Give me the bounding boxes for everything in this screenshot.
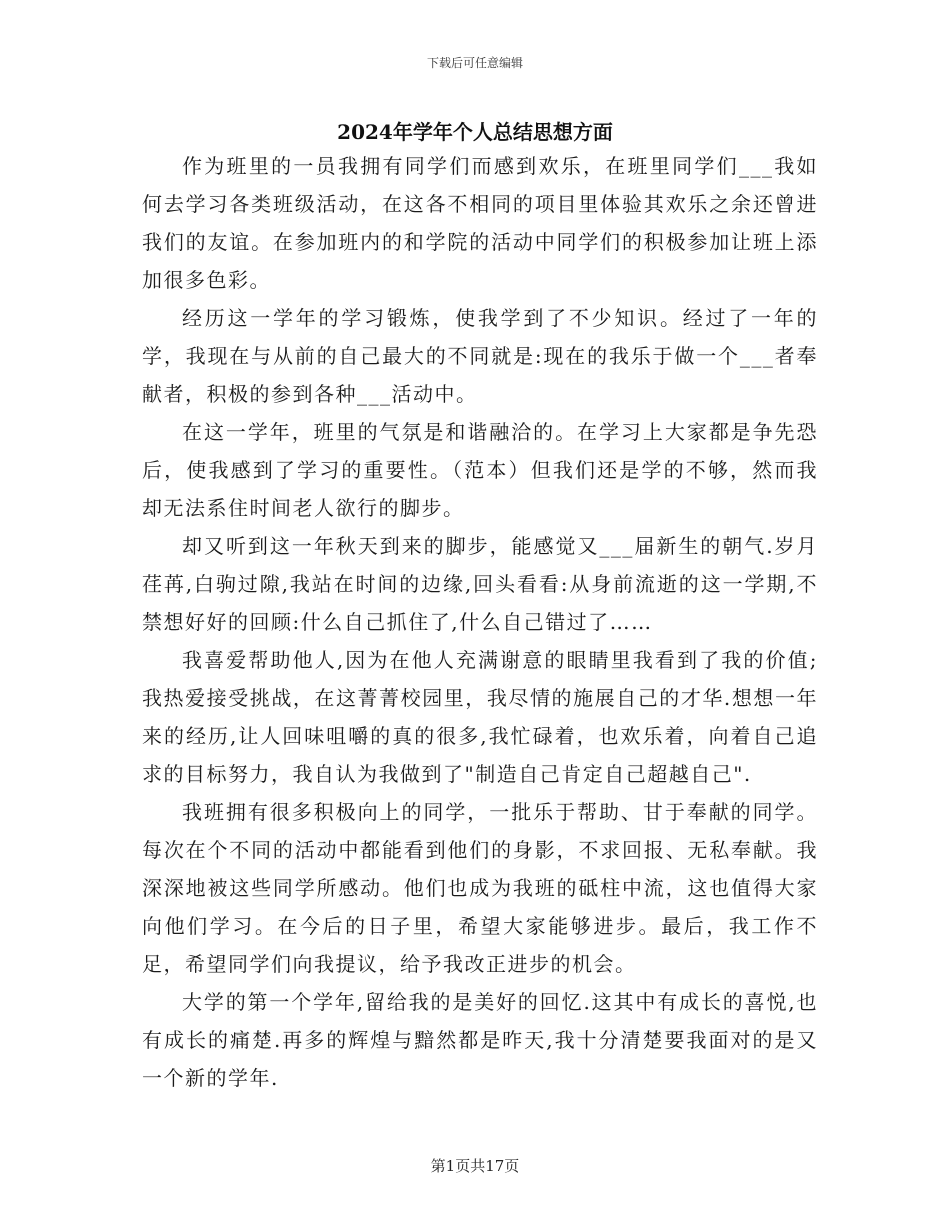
paragraph-7: 大学的第一个学年,留给我的是美好的回忆.这其中有成长的喜悦,也有成长的痛楚.再多的辉煌与黯然都是昨天,我十分清楚要我面对的是又一个新的学年. (142, 990, 818, 1090)
paragraph-3: 在这一学年，班里的气氛是和谐融洽的。在学习上大家都是争先恐后，使我感到了学习的重要性。（范本）但我们还是学的不够，然而我却无法系住时间老人欲行的脚步。 (142, 420, 818, 520)
paragraph-1: 作为班里的一员我拥有同学们而感到欢乐，在班里同学们___我如何去学习各类班级活动，在这各不相同的项目里体验其欢乐之余还曾进我们的友谊。在参加班内的和学院的活动中同学们的积极参加让班上添加很多色彩。 (142, 154, 818, 292)
document-body (142, 147, 818, 1097)
header-note: 下载后可任意编辑 (426, 56, 523, 70)
page-number-footer: 第1页共17页 (430, 1157, 520, 1175)
paragraph-2: 经历这一学年的学习锻炼，使我学到了不少知识。经过了一年的学，我现在与从前的自己最大的不同就是:现在的我乐于做一个___者奉献者，积极的参到各种___活动中。 (142, 306, 818, 406)
paragraph-6: 我班拥有很多积极向上的同学，一批乐于帮助、甘于奉献的同学。每次在个不同的活动中都能看到他们的身影，不求回报、无私奉献。我深深地被这些同学所感动。他们也成为我班的砥柱中流，这也值得大家向他们学习。在今后的日子里，希望大家能够进步。最后，我工作不足，希望同学们向我提议，给予我改正进步的机会。 (142, 800, 818, 976)
paragraph-4: 却又听到这一年秋天到来的脚步，能感觉又___届新生的朝气.岁月荏苒,白驹过隙,我站在时间的边缘,回头看看:从身前流逝的这一学期,不禁想好好的回顾:什么自己抓住了,什么自己错过了…… (142, 534, 818, 634)
document-title: 2024年学年个人总结思想方面 (337, 120, 613, 144)
paragraph-5: 我喜爱帮助他人,因为在他人充满谢意的眼睛里我看到了我的价值;我热爱接受挑战，在这菁菁校园里，我尽情的施展自己的才华.想想一年来的经历,让人回味咀嚼的真的很多,我忙碌着，也欢乐着，向着自己追求的目标努力，我自认为我做到了"制造自己肯定自己超越自己". (142, 648, 818, 786)
